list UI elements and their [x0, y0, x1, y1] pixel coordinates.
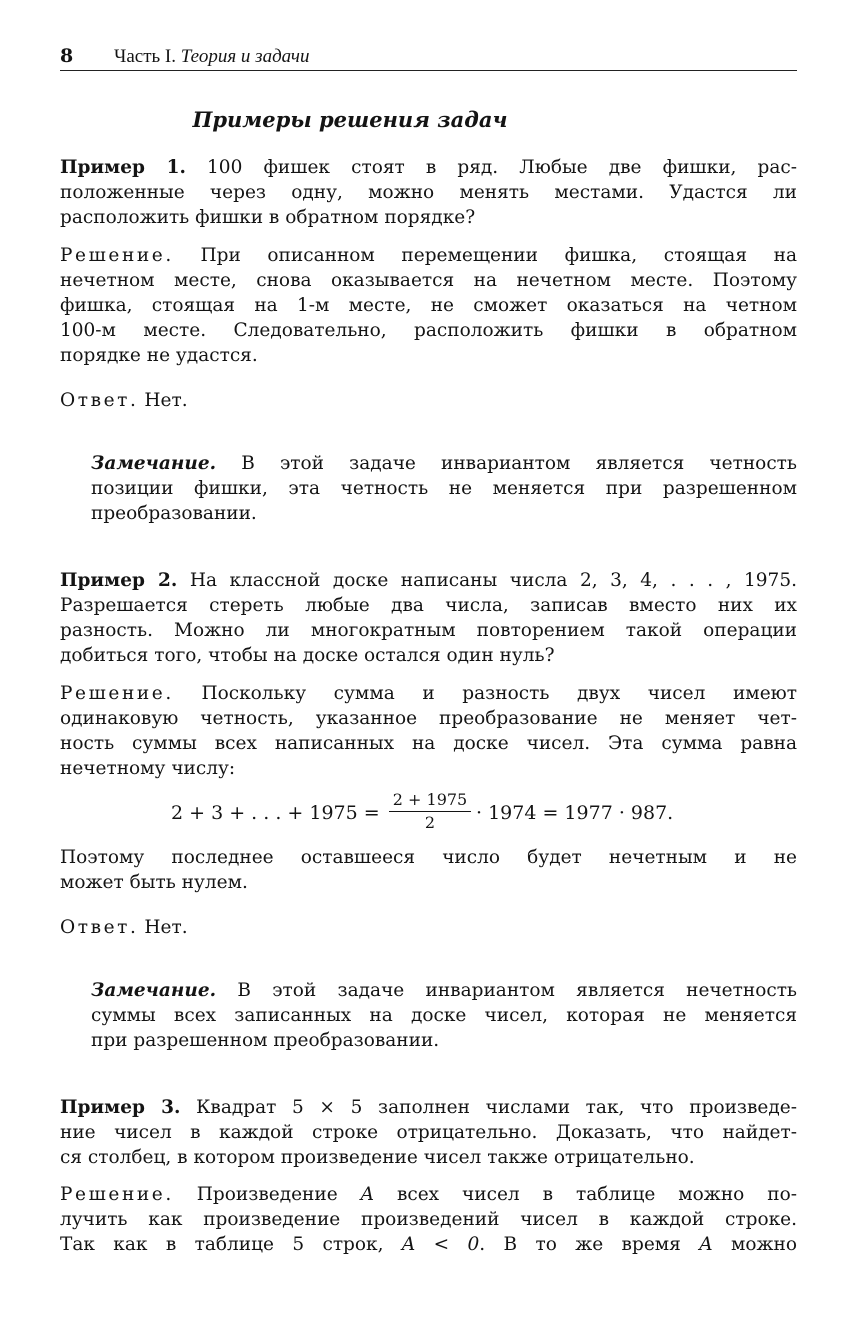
example-1-remark: Замечание. В этой задаче инвариантом является четность позиции фишки, эта четность не меняется при разрешенном преобразовании. [91, 453, 797, 524]
example-1-answer [60, 388, 797, 413]
formula-left: 2 + 3 + . . . + 1975 = [171, 802, 380, 824]
page-number: 8 [60, 45, 74, 67]
example-2-label: Пример 2. [60, 570, 178, 591]
running-header [60, 44, 797, 71]
example-1-solution: Решение. При описанном перемещении фишка, стоящая на нечетном месте, снова оказывается на нечетном месте. Поэтому фишка, стоящая на 1-м месте, не сможет оказаться на четном 100-м месте. Следовательно, расположить фишки в обратном порядке не удастся. [60, 245, 798, 366]
answer-value: Нет. [144, 917, 188, 938]
formula-right: · 1974 = 1977 · 987. [476, 802, 674, 824]
answer-label: Ответ. [60, 390, 139, 411]
answer-value: Нет. [144, 390, 188, 411]
example-1-label: Пример 1. [60, 157, 186, 178]
example-1-statement: Пример 1. 100 фишек стоят в ряд. Любые две фишки, рас- положенные через одну, можно менять местами. Удастся ли расположить фишки в обратном порядке? [60, 157, 797, 228]
part-label: Часть I. [114, 46, 177, 67]
part-title: Теория и задачи [180, 46, 310, 67]
fraction-bar [389, 811, 471, 812]
remark-label: Замечание. [91, 453, 217, 474]
answer-label: Ответ. [60, 917, 139, 938]
part-heading [114, 45, 310, 69]
solution-label: Решение. [60, 683, 174, 704]
math-a-negative: A < 0 [401, 1234, 480, 1255]
remark-label: Замечание. [91, 980, 217, 1001]
example-2-remark: Замечание. В этой задаче инвариантом является нечетность суммы всех записанных на доске чисел, которая не меняется при разрешенном преобразовании. [91, 980, 798, 1051]
section-title: Примеры решения задач [192, 107, 508, 132]
solution-label: Решение. [60, 1184, 174, 1205]
math-5x5: 5 × 5 [292, 1097, 363, 1118]
sum-formula [60, 790, 797, 838]
example-3-solution: Решение. Произведение A всех чисел в таблице можно по- лучить как произведение произведений чисел в каждой строке. Так как в таблице 5 строк, A < 0. В то же время A можно [60, 1184, 797, 1255]
example-3-statement: Пример 3. Квадрат 5 × 5 заполнен числами так, что произведе- ние чисел в каждой строке отрицательно. Доказать, что найдет- ся столбец, в котором произведение чисел также отрицательно. [60, 1097, 797, 1168]
example-3-label: Пример 3. [60, 1097, 181, 1118]
solution-label: Решение. [60, 245, 174, 266]
example-2-statement: Пример 2. На классной доске написаны числа 2, 3, 4, . . . , 1975. Разрешается стереть любые два числа, записав вместо них их разность. Можно ли многократным повторением такой операции добиться того, чтобы на доске остался один нуль? [60, 570, 797, 666]
variable-a: A [699, 1234, 713, 1255]
example-2-conclusion: Поэтому последнее оставшееся число будет нечетным и не может быть нулем. [60, 847, 797, 893]
formula-fraction [389, 790, 471, 832]
variable-a: A [360, 1184, 374, 1205]
fraction-numerator: 2 + 1975 [392, 790, 468, 809]
example-2-solution: Решение. Поскольку сумма и разность двух чисел имеют одинаковую четность, указанное преобразование не меняет чет- ность суммы всех написанных на доске чисел. Эта сумма равна нечетному числу: [60, 683, 797, 779]
fraction-denominator: 2 [424, 813, 436, 832]
example-2-answer [60, 915, 797, 940]
